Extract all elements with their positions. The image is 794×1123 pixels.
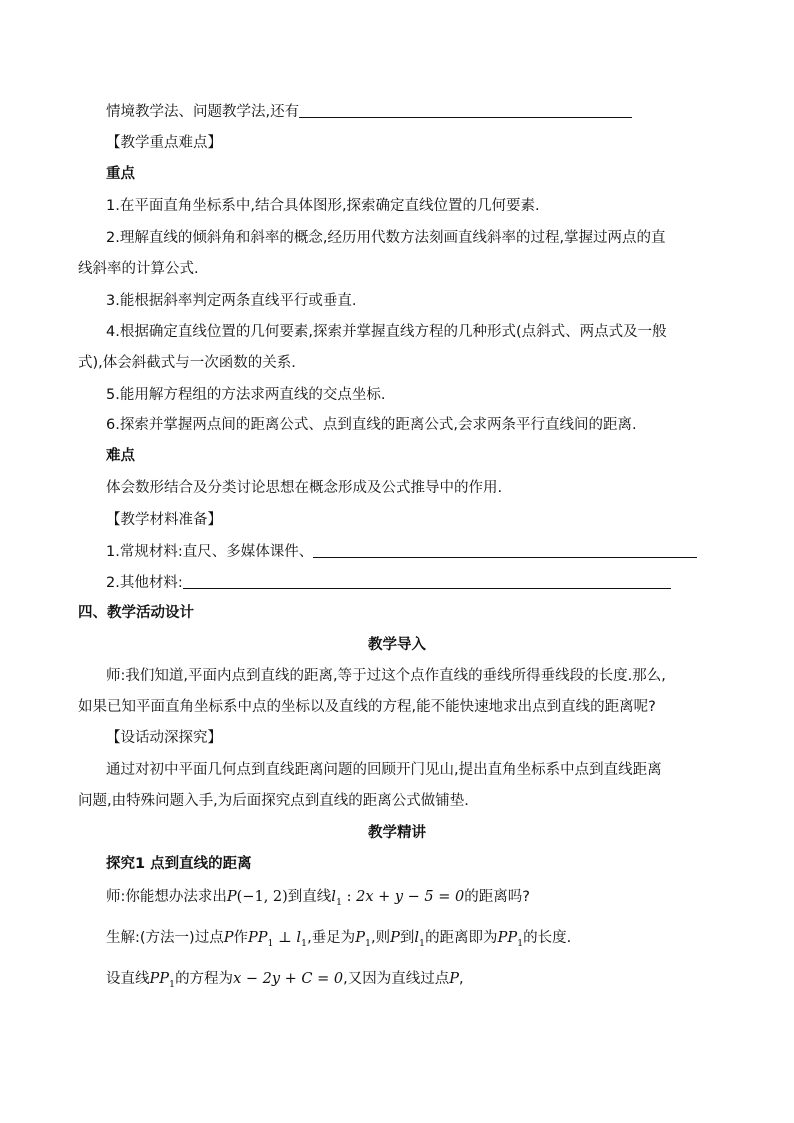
section-four-heading: 四、教学活动设计 [78, 605, 194, 621]
materials-line-2 [106, 572, 671, 593]
question-line [106, 887, 530, 913]
equation-text-c: ,又因为直线过点 [343, 971, 450, 987]
solution-point-p2: P [390, 930, 400, 946]
line-pp1-name: $PP_1$ [149, 971, 176, 990]
segment-pp1-formula: $PP_1$ [497, 930, 524, 949]
key-point-5: 5.能用解方程组的方法求两直线的交点坐标. [106, 387, 386, 403]
section-heading-key-points: 【教学重点难点】 [106, 135, 222, 151]
solution-text-e: 到 [399, 930, 415, 946]
key-point-4: 4.根据确定直线位置的几何要素,探索并掌握直线方程的几种形式(点斜式、两点式及一般 [106, 324, 667, 340]
equation-point-p: P [449, 971, 459, 987]
solution-text-a: 生解:(方法一)过点 [106, 930, 224, 946]
difficult-point: 体会数形结合及分类讨论思想在概念形成及公式推导中的作用. [106, 480, 503, 496]
solution-text-c: ,垂足为 [307, 930, 356, 946]
materials-line-1 [106, 541, 697, 562]
materials-2-blank[interactable] [183, 572, 671, 589]
question-text-b: 到直线 [287, 889, 332, 905]
methods-blank[interactable] [299, 101, 632, 118]
point-p-formula: P(−1, 2) [226, 889, 288, 905]
question-text-a: 师:你能想办法求出 [106, 889, 227, 905]
intro-para-line-1: 师:我们知道,平面内点到直线的距离,等于过这个点作直线的垂线所得垂线段的长度.那么, [106, 668, 666, 684]
methods-text: 情境教学法、问题教学法,还有 [106, 104, 300, 120]
materials-1-blank[interactable] [313, 541, 697, 558]
section-heading-materials: 【教学材料准备】 [106, 512, 222, 528]
key-point-2: 2.理解直线的倾斜角和斜率的概念,经历用代数方法刻画直线斜率的过程,掌握过两点的直 [106, 230, 666, 246]
subheading-key: 重点 [106, 166, 135, 182]
materials-2-text: 2.其他材料: [106, 575, 183, 591]
key-point-4-cont: 式),体会斜截式与一次函数的关系. [78, 355, 296, 371]
equation-text-d: , [458, 971, 464, 987]
equation-text-a: 设直线 [106, 971, 150, 987]
solution-point-p: P [223, 930, 234, 946]
solution-text-b: 作 [233, 930, 248, 946]
explore-1-heading: 探究1 点到直线的距离 [106, 856, 252, 872]
foot-point-formula: $P_1$ [355, 930, 371, 949]
question-text-c: 的距离吗? [464, 889, 530, 905]
line-pp1-equation: x − 2y + C = 0 [233, 971, 344, 987]
key-point-6: 6.探索并掌握两点间的距离公式、点到直线的距离公式,会求两条平行直线间的距离. [106, 417, 637, 433]
teaching-intro-heading: 教学导入 [368, 637, 426, 653]
line-l1-formula: $l_1$ : 2x + y − 5 = 0 [331, 889, 465, 908]
key-point-3: 3.能根据斜率判定两条直线平行或垂直. [106, 293, 357, 309]
methods-line [106, 101, 632, 122]
solution-text-g: 的长度. [523, 930, 572, 946]
subheading-difficult: 难点 [106, 448, 135, 464]
intro-para-line-2: 如果已知平面直角坐标系中点的坐标以及直线的方程,能不能快速地求出点到直线的距离呢? [78, 699, 656, 715]
key-point-1: 1.在平面直角坐标系中,结合具体图形,探索确定直线位置的几何要素. [106, 198, 540, 214]
equation-line [106, 969, 464, 995]
design-para-line-1: 通过对初中平面几何点到直线距离问题的回顾开门见山,提出直角坐标系中点到直线距离 [106, 762, 662, 778]
design-heading: 【设话动深探究】 [106, 730, 222, 746]
solution-text-f: 的距离即为 [425, 930, 498, 946]
solution-text-d: ,则 [371, 930, 391, 946]
design-para-line-2: 问题,由特殊问题入手,为后面探究点到直线的距离公式做铺垫. [78, 793, 469, 809]
teaching-detail-heading: 教学精讲 [368, 825, 426, 841]
key-point-2-cont: 线斜率的计算公式. [78, 261, 199, 277]
materials-1-text: 1.常规材料:直尺、多媒体课件、 [106, 544, 314, 560]
perpendicular-formula: $PP_1$ ⊥ $l_1$ [247, 930, 308, 949]
line-l1-ref: $l_1$ [414, 930, 426, 949]
solution-line [106, 928, 571, 954]
equation-text-b: 的方程为 [175, 971, 234, 987]
